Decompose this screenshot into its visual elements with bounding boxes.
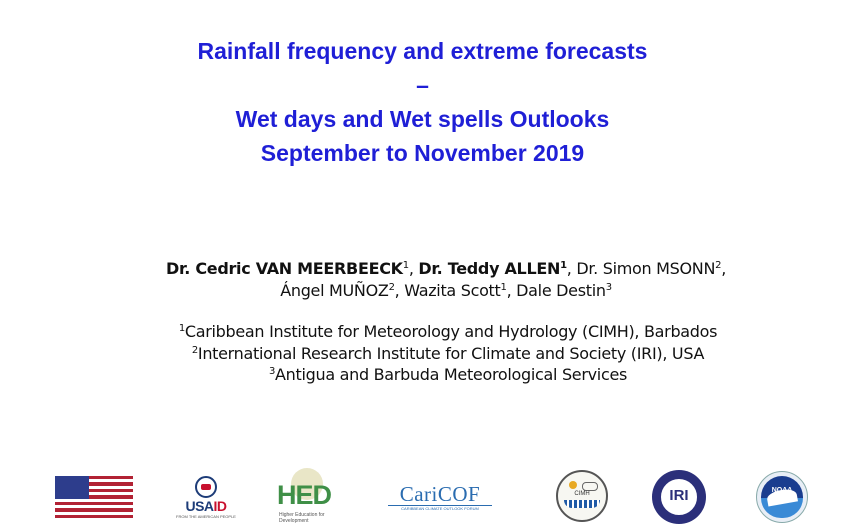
affiliation-1-text: Caribbean Institute for Meteorology and Hydrology (CIMH), Barbados: [184, 322, 718, 341]
author-5-sup: 1: [500, 282, 507, 293]
title-line-4: September to November 2019: [260, 140, 585, 166]
hed-subtitle: Higher Education for Development: [279, 512, 325, 524]
author-6: Dale Destin: [516, 281, 606, 300]
affiliations-block: [0, 321, 845, 386]
usaid-suffix: ID: [213, 498, 227, 514]
noaa-logo: [756, 471, 808, 523]
author-3-sup: 2: [715, 260, 722, 271]
author-6-sup: 3: [605, 282, 612, 293]
caricof-logo: [388, 483, 492, 515]
usaid-tagline: FROM THE AMERICAN PEOPLE: [176, 514, 236, 519]
affiliation-2-sup: 2: [191, 344, 198, 356]
usaid-prefix: USA: [185, 498, 214, 514]
slide-title: [0, 34, 845, 170]
author-5: Wazita Scott: [404, 281, 501, 300]
iri-wordmark: IRI: [669, 487, 689, 504]
wave-icon: [564, 500, 600, 508]
caricof-wordmark: CariCOF: [399, 482, 481, 506]
us-flag-icon: [55, 476, 133, 518]
iri-logo: [652, 470, 706, 524]
iri-ring: [658, 476, 700, 518]
authors-line-2: Ángel MUÑOZ$^2$, Wazita Scott$^1$, Dale Destin$^3$: [280, 281, 612, 300]
affiliation-1: [0, 321, 845, 343]
author-2-sup: 1: [560, 260, 567, 271]
hed-logo: [277, 468, 339, 528]
usaid-seal-icon: [195, 476, 217, 498]
title-line-3: Wet days and Wet spells Outlooks: [235, 106, 610, 132]
cimh-logo: [556, 470, 608, 522]
usaid-wordmark: [176, 498, 236, 514]
usaid-logo: [176, 476, 236, 524]
author-1-sup: 1: [402, 260, 409, 271]
caricof-tagline: CARIBBEAN CLIMATE OUTLOOK FORUM: [388, 505, 492, 512]
logo-strip: [0, 462, 845, 532]
flag-stripe: [55, 515, 133, 518]
cimh-label: CIMH: [574, 491, 590, 497]
sun-icon: [569, 481, 577, 489]
title-line-2: –: [416, 72, 429, 98]
authors-line-1: Dr. Cedric VAN MEERBEECK$^1$, Dr. Teddy ALLEN$^1$, Dr. Simon MSONN$^2$,: [165, 259, 726, 278]
author-2: Dr. Teddy ALLEN: [418, 259, 561, 278]
author-1: Dr. Cedric VAN MEERBEECK: [165, 259, 403, 278]
affiliation-3-sup: 3: [268, 366, 276, 377]
cloud-icon: [582, 482, 598, 491]
affiliation-2: [0, 343, 845, 365]
author-4: Ángel MUÑOZ: [280, 281, 389, 300]
author-3: Dr. Simon MSONN: [576, 259, 716, 278]
hed-wordmark: HED: [277, 480, 332, 510]
title-line-1: Rainfall frequency and extreme forecasts: [197, 38, 648, 64]
flag-canton: [55, 476, 89, 499]
affiliation-1-sup: 1: [178, 323, 185, 334]
authors-block: [0, 258, 845, 302]
noaa-wordmark: NOAA: [771, 487, 793, 494]
author-4-sup: 2: [388, 282, 395, 293]
affiliation-3: [0, 364, 845, 386]
affiliation-3-text: Antigua and Barbuda Meteorological Services: [275, 365, 628, 384]
affiliation-2-text: International Research Institute for Climate and Society (IRI), USA: [197, 343, 705, 363]
